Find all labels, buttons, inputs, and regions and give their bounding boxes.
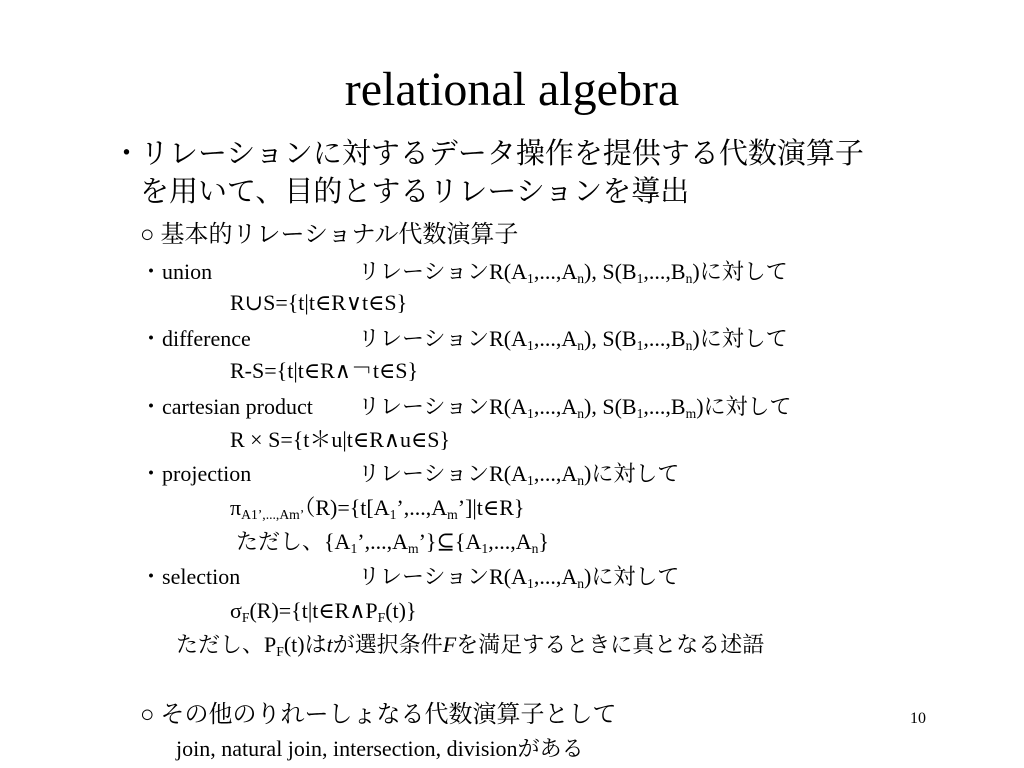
difference-def: R-S={t|t∈R∧￢t∈S} [230, 358, 419, 383]
cartesian-item: ・cartesian product [140, 394, 313, 419]
projection-label: projection [162, 461, 252, 486]
selection-desc: リレーション$R(A_1,...,A_n)$に対して [358, 564, 680, 592]
union-label: union [162, 259, 213, 284]
union-item: ・union [140, 259, 213, 284]
projection-def: $\pi_{A1’,...,Am’}(R)=\{t[A_1’,...,A_m’]|t\in R\}$ [230, 495, 525, 523]
union-desc: リレーション$R(A_1,...,A_n)$, $S(B_1,...,B_n)$に対して [358, 259, 788, 287]
cartesian-desc: リレーション$R(A_1,...,A_n)$, $S(B_1,...,B_m)$に対して [358, 394, 792, 422]
page-number: 10 [910, 710, 926, 727]
difference-item: ・difference [140, 326, 251, 351]
other-heading [140, 698, 617, 732]
other-operators: join, natural join, intersection, divisionがある [176, 736, 584, 761]
cartesian-def: R × S={t＊u|t∈R∧u∈S} [230, 427, 451, 452]
selection-label: selection [162, 564, 241, 589]
selection-item: ・selection [140, 564, 241, 589]
projection-desc: リレーション$R(A_1,...,A_n)$に対して [358, 461, 680, 489]
circle-bullet-icon: ○ [140, 702, 155, 728]
intro-line-1: リレーションに対するデータ操作を提供する代数演算子 [140, 138, 864, 170]
bullet-dot: ・ [112, 138, 142, 170]
projection-where: ただし、$\{A_1’,...,A_m’\}⊆\{A_1,...,A_n\}$ [236, 529, 549, 557]
union-def: R∪S={t|t∈R∨t∈S} [230, 290, 408, 315]
basic-heading [140, 218, 518, 252]
cartesian-label: cartesian product [162, 394, 313, 419]
difference-desc: リレーション$R(A_1,...,A_n)$, $S(B_1,...,B_n)$に対して [358, 326, 788, 354]
selection-def: $\sigma_F(R)=\{t|t\in R\wedge P_F(t)\}$ [230, 598, 417, 626]
difference-label: difference [162, 326, 251, 351]
projection-item: ・projection [140, 461, 252, 486]
other-list: join, natural join, intersection, division [176, 736, 518, 761]
selection-note: ただし、$P_F(t)$はtが選択条件Fを満足するときに真となる述語 [176, 632, 765, 660]
other-heading-text: その他のりれーしょなる代数演算子として [160, 702, 617, 728]
slide-title: relational algebra [344, 63, 680, 116]
circle-bullet-icon: ○ [140, 222, 155, 248]
intro-line-2: を用いて、目的とするリレーションを導出 [140, 176, 690, 208]
basic-heading-text: 基本的リレーショナル代数演算子 [160, 222, 519, 248]
